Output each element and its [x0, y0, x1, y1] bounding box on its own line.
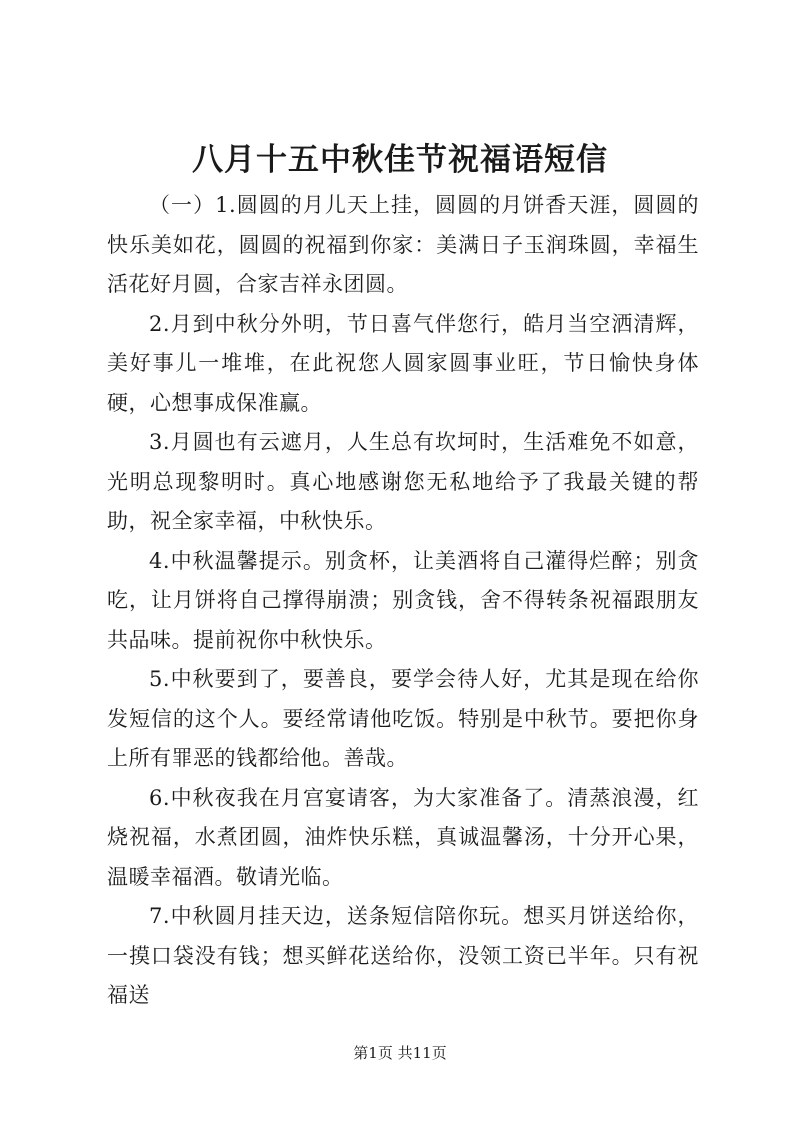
paragraph-1: （一）1.圆圆的月儿天上挂，圆圆的月饼香天涯，圆圆的快乐美如花，圆圆的祝福到你家：美满日子玉润珠圆，幸福生活花好月圆，合家吉祥永团圆。: [107, 193, 699, 296]
page-number-footer: 第1页 共11页: [353, 1044, 447, 1062]
document-body: [107, 186, 699, 1016]
paragraph-5: 5.中秋要到了，要善良，要学会待人好，尤其是现在给你发短信的这个人。要经常请他吃饭。特别是中秋节。要把你身上所有罪恶的钱都给他。善哉。: [107, 667, 699, 770]
paragraph-6: 6.中秋夜我在月宫宴请客，为大家准备了。清蒸浪漫，红烧祝福，水煮团圆，油炸快乐糕，真诚温馨汤，十分开心果，温暖幸福酒。敬请光临。: [107, 785, 699, 889]
document-title: 八月十五中秋佳节祝福语短信: [192, 142, 608, 178]
paragraph-2: 2.月到中秋分外明，节日喜气伴您行，皓月当空洒清辉，美好事儿一堆堆，在此祝您人圆家圆事业旺，节日愉快身体硬，心想事成保准赢。: [107, 311, 699, 415]
paragraph-4: 4.中秋温馨提示。别贪杯，让美酒将自己灌得烂醉；别贪吃，让月饼将自己撑得崩溃；别贪钱，舍不得转条祝福跟朋友共品味。提前祝你中秋快乐。: [107, 548, 699, 652]
paragraph-7: 7.中秋圆月挂天边，送条短信陪你玩。想买月饼送给你，一摸口袋没有钱；想买鲜花送给你，没领工资已半年。只有祝福送: [107, 904, 699, 1007]
paragraph-3: 3.月圆也有云遮月，人生总有坎坷时，生活难免不如意，光明总现黎明时。真心地感谢您无私地给予了我最关键的帮助，祝全家幸福，中秋快乐。: [107, 430, 699, 533]
